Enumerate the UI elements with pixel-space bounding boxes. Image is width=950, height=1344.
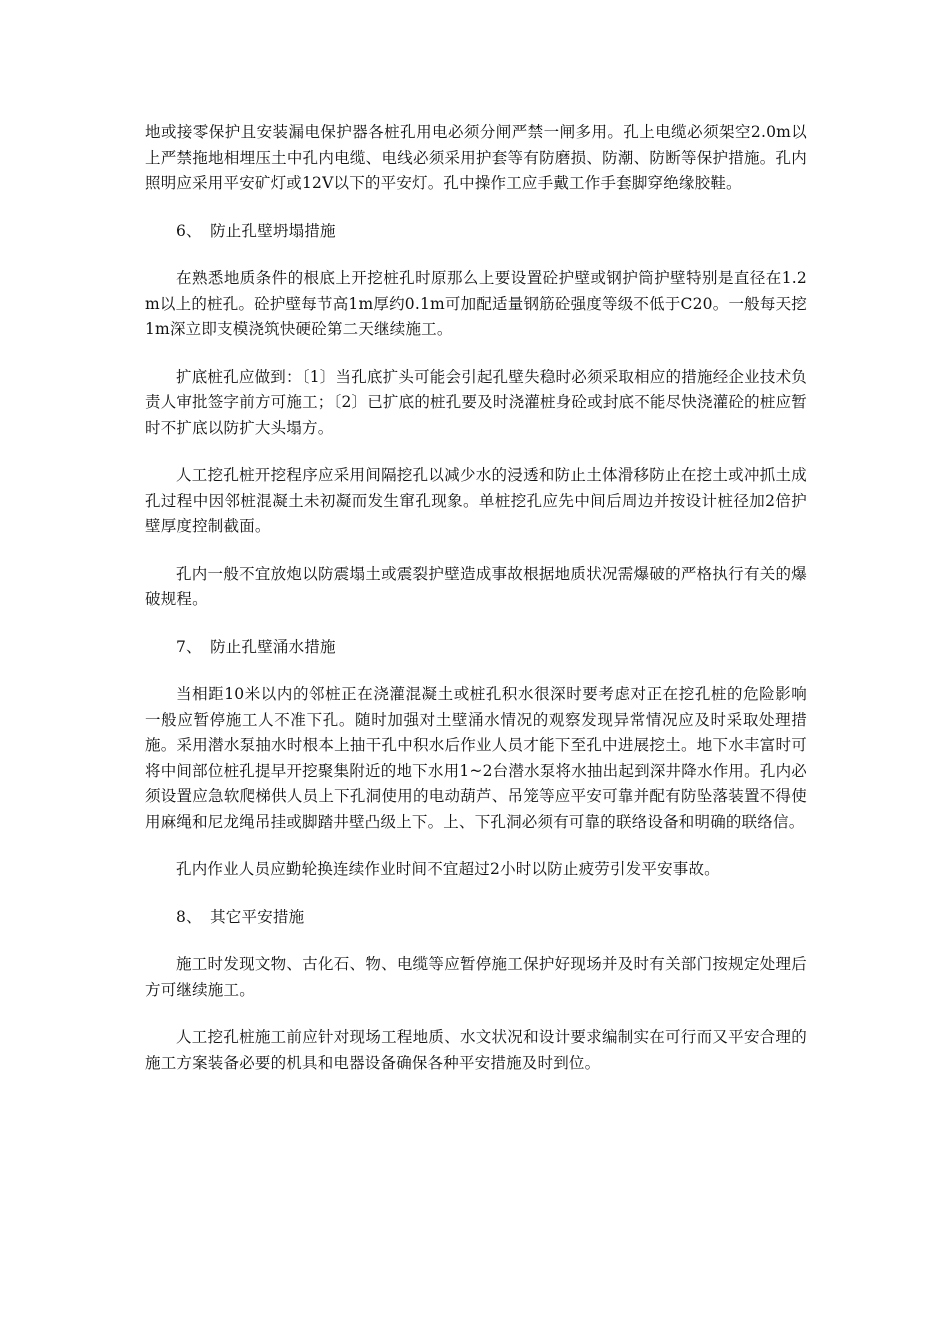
section-heading-8 [145, 905, 807, 931]
section-heading-7 [145, 635, 807, 661]
section-title: 其它平安措施 [210, 907, 305, 926]
section-title: 防止孔壁坍塌措施 [210, 221, 336, 240]
section-heading-6 [145, 219, 807, 245]
paragraph: 人工挖孔桩施工前应针对现场工程地质、水文状况和设计要求编制实在可行而又平安合理的施工方案装备必要的机具和电器设备确保各种平安措施及时到位。 [145, 1028, 807, 1072]
section-number: 7、 [176, 637, 202, 656]
paragraph: 当相距10米以内的邻桩正在浇灌混凝土或桩孔积水很深时要考虑对正在挖孔桩的危险影响一般应暂停施工人不准下孔。随时加强对土壁涌水情况的观察发现异常情况应及时采取处理措施。采用潜水泵抽水时根本上抽干孔中积水后作业人员才能下至孔中进展挖土。地下水丰富时可将中间部位桩孔提早开挖聚集附近的地下水用1~2台潜水泵将水抽出起到深井降水作用。孔内必须设置应急软爬梯供人员上下孔洞使用的电动葫芦、吊笼等应平安可靠并配有防坠落装置不得使用麻绳和尼龙绳吊挂或脚踏井壁凸级上下。上、下孔洞必须有可靠的联络设备和明确的联络信。 [145, 685, 807, 831]
paragraph: 在熟悉地质条件的根底上开挖桩孔时原那么上要设置砼护壁或钢护筒护壁特别是直径在1.2m以上的桩孔。砼护壁每节高1m厚约0.1m可加配适量钢筋砼强度等级不低于C20。一般每天挖1m深立即支模浇筑快硬砼第二天继续施工。 [145, 269, 807, 338]
paragraph: 地或接零保护且安装漏电保护器各桩孔用电必须分闸严禁一闸多用。孔上电缆必须架空2.0m以上严禁拖地相埋压土中孔内电缆、电线必须采用护套等有防磨损、防潮、防断等保护措施。孔内照明应采用平安矿灯或12V以下的平安灯。孔中操作工应手戴工作手套脚穿绝缘胶鞋。 [145, 123, 807, 192]
section-number: 6、 [176, 221, 202, 240]
section-title: 防止孔壁涌水措施 [210, 637, 336, 656]
paragraph: 施工时发现文物、古化石、物、电缆等应暂停施工保护好现场并及时有关部门按规定处理后方可继续施工。 [145, 955, 807, 999]
paragraph: 人工挖孔桩开挖程序应采用间隔挖孔以减少水的浸透和防止土体滑移防止在挖土或冲抓土成孔过程中因邻桩混凝土未初凝而发生窜孔现象。单桩挖孔应先中间后周边并按设计桩径加2倍护壁厚度控制截面。 [145, 466, 807, 535]
document-page [145, 120, 807, 1098]
paragraph: 孔内作业人员应勤轮换连续作业时间不宜超过2小时以防止疲劳引发平安事故。 [176, 860, 720, 878]
section-number: 8、 [176, 907, 202, 926]
paragraph: 扩底桩孔应做到：〔1〕当孔底扩头可能会引起孔壁失稳时必须采取相应的措施经企业技术负责人审批签字前方可施工；〔2〕已扩底的桩孔要及时浇灌桩身砼或封底不能尽快浇灌砼的桩应暂时不扩底以防扩大头塌方。 [145, 367, 807, 437]
paragraph: 孔内一般不宜放炮以防震塌土或震裂护壁造成事故根据地质状况需爆破的严格执行有关的爆破规程。 [145, 564, 807, 608]
